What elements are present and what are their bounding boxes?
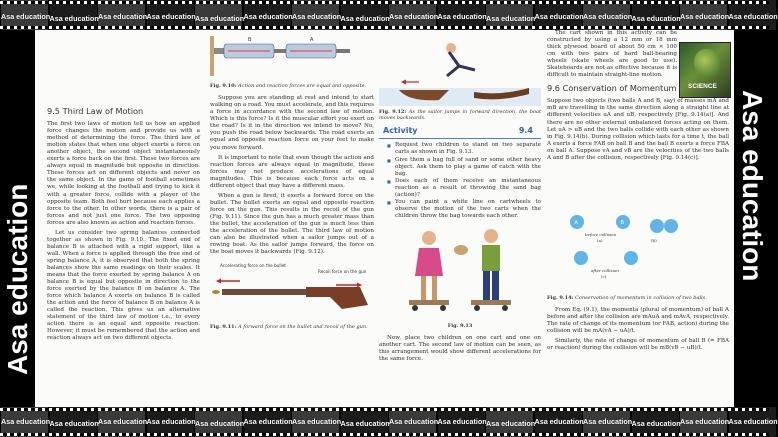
paragraph: It is important to note that even though the action and reaction forces are always equal in magnitude, these forces may not produce accelerations of equal magnitudes. This is because each force acts on a different object that may have a different mass. xyxy=(210,154,374,189)
sailor-head xyxy=(446,43,456,53)
watermark-label: Asa education xyxy=(98,417,148,426)
bullet xyxy=(212,290,220,294)
label-b: (b) xyxy=(651,238,657,243)
watermark-label: Asa education xyxy=(195,419,245,428)
fig-number: Fig. 9.11: xyxy=(210,324,237,331)
activity-title: Activity xyxy=(383,126,418,136)
watermark-label: Asa education xyxy=(146,417,196,426)
fig-9-11-caption xyxy=(210,324,374,330)
wheel xyxy=(474,305,480,311)
watermark-label: Asa education xyxy=(389,12,439,21)
film-strip xyxy=(0,26,769,29)
sand-bag xyxy=(454,245,468,255)
paragraph: Suppose you are standing at rest and intend to start walking on a road. You must accelerate, and this requires a force in accordance with the second law of motion. Which is this force? Is it the muscular effort you exert on the road? Is it in the direction we intend to move? No, you push the road below backwards. The road exerts an equal and opposite reaction force on your feet to make you move forward. xyxy=(210,95,374,151)
activity-item: ■ Give them a bag full of sand or some other heavy object. Ask them to play a game of catch with the bag. xyxy=(387,157,541,178)
girl-dress xyxy=(415,248,443,276)
label-before: before collision xyxy=(585,232,617,237)
paragraph: When a gun is fired, it exerts a forward force on the bullet. The bullet exerts an equal and opposite reaction force on the gun. This results in the recoil of the gun (Fig. 9.11). Since the gun has a much greater mass than the bullet, the acceleration of the gun is much less than the acceleration of the bullet. The third law of motion can also be illustrated when a sailor jumps out of a rowing boat. As the sailor jumps forward, the force on the boat moves it backwards (Fig. 9.12). xyxy=(210,192,374,256)
boy-leg xyxy=(483,271,490,300)
sailor-body xyxy=(449,52,475,70)
arrowhead xyxy=(216,279,221,284)
activity-item: ■ Does each of them receive an instantaneous reaction as a result of throwing the sand bag (action)? xyxy=(387,178,541,199)
watermark-label: Asa education xyxy=(49,419,99,428)
girl-leg xyxy=(432,276,437,300)
film-strip xyxy=(0,433,769,436)
connector xyxy=(274,49,286,53)
paragraph: The cart shown in this activity can be constructed by using a 12 mm or 18 mm thick plywood board of about 50 cm × 100 cm with two pairs of hard ball-bearing wheels (skate wheels are good to use). Skateboards are not as effective because it is difficult to maintain straight-line motion. xyxy=(547,30,677,79)
film-strip xyxy=(0,1,769,4)
ball-b-label: B xyxy=(620,220,624,226)
watermark-label: Asa education xyxy=(680,417,730,426)
right-watermark-text: Asa education xyxy=(737,90,768,282)
label-a: (a) xyxy=(597,238,603,243)
fig-9-13-caption xyxy=(379,323,541,329)
film-strip xyxy=(0,408,769,411)
activity-box xyxy=(379,127,541,220)
fig-9-11-gun-recoil xyxy=(210,259,374,321)
fig-9-12-caption xyxy=(379,109,541,121)
column-3 xyxy=(379,30,541,407)
boy-shirt xyxy=(482,245,500,271)
gun-barrel xyxy=(222,289,310,295)
watermark-label: Asa education xyxy=(486,419,536,428)
wheel xyxy=(502,305,508,311)
top-watermark-band xyxy=(0,0,778,30)
girl-leg xyxy=(421,276,426,300)
wall xyxy=(210,36,214,76)
fig-number: Fig. 9.14: xyxy=(547,295,574,301)
caption-text: As the sailor jumps in forward direction, the boat moves backwards. xyxy=(379,109,541,122)
watermark-label: Asa education xyxy=(146,12,196,21)
cover-title: SCIENCE xyxy=(688,83,717,90)
paragraph: Now, place two children on one cart and one on another cart. The second law of motion can be seen, as this arrangement would show different accelerations for the same force. xyxy=(379,335,541,363)
fig-number: Fig. 9.10: xyxy=(210,83,237,89)
watermark-label: Asa education xyxy=(437,12,487,21)
science-book-cover xyxy=(679,42,731,98)
watermark-label: Asa education xyxy=(728,417,778,426)
cart-right xyxy=(471,300,511,305)
watermark-label: Asa education xyxy=(1,417,51,426)
label-a: A xyxy=(310,37,314,43)
fig-9-14-ball-collision xyxy=(547,212,729,292)
watermark-label: Asa education xyxy=(1,12,51,21)
caption-text: Conservation of momentum in collision of two balls. xyxy=(575,295,707,301)
ball-a-label: A xyxy=(574,220,578,226)
paragraph: From Eq. (9.1), the momenta (plural of momentum) of ball A before and after the collision are mAuA and mAvA, respectively. The rate of change of its momentum (or FAB, action) during the collision will be mA(vA − uA)/t. xyxy=(547,307,729,335)
watermark-label: Asa education xyxy=(389,417,439,426)
caption-text: A forward force on the bullet and recoil of the gun. xyxy=(238,324,368,331)
column-2 xyxy=(210,30,374,407)
watermark-label: Asa education xyxy=(534,12,584,21)
textbook-page xyxy=(35,30,734,407)
activity-list xyxy=(379,139,541,220)
watermark-label: Asa education xyxy=(243,12,293,21)
paragraph: Let us consider two spring balances connected together as shown in Fig. 9.10. The fixed end of balance B is attached with a rigid support, like a wall. When a force is applied through the free end of spring balance A, it is observed that both the spring balances show the same readings on their scales. It means that the force exerted by spring balance A on balance B is equal but opposite in direction to the force exerted by the balance B on balance A. The force which balance A exerts on balance B is called the action and the force of balance B on balance A is called the reaction. This gives us an alternative statement of the third law of motion i.e., to every action there is an equal and opposite reaction. However, it must be remembered that the action and reaction always act on two different objects. xyxy=(47,229,200,342)
fig-9-10-caption xyxy=(210,83,374,89)
watermark-label: Asa education xyxy=(292,12,342,21)
fig-9-12-sailor-boat xyxy=(379,30,541,106)
watermark-label: Asa education xyxy=(583,417,633,426)
section-heading-conservation: 9.6 Conservation of Momentum xyxy=(547,83,677,94)
boy-head xyxy=(484,229,498,243)
girl-head xyxy=(422,231,436,245)
section-heading-third-law: 9.5 Third Law of Motion xyxy=(47,106,144,116)
ball-b xyxy=(664,219,678,233)
paragraph: The first two laws of motion tell us how an applied force changes the motion and provide us with a method of determining the force. The third law of motion states that when one object exerts a force on another object, the second object instantaneously exerts a force back on the first. These two forces are always equal in magnitude but opposite in direction. These forces act on different objects and never on the same object. In the game of football sometimes we, while looking at the football and trying to kick it with a greater force, collide with a player of the opposite team. Both feel hurt because each applies a force to the other. In other words, there is a pair of forces and not just one force. The two opposing forces are also known as action and reaction forces. xyxy=(47,121,200,226)
hook xyxy=(214,48,224,54)
right-watermark-bar xyxy=(734,30,769,407)
ball-b xyxy=(624,251,638,265)
sailor-leg xyxy=(447,66,459,76)
label-bullet-force: Accelerating force on the bullet xyxy=(220,263,286,269)
watermark-label: Asa education xyxy=(195,14,245,23)
column-4-lower xyxy=(547,212,729,407)
watermark-label: Asa education xyxy=(534,417,584,426)
cart-left xyxy=(409,300,449,305)
activity-item: ■ You can paint a white line on cartwheels to observe the motion of the two carts when the children throw the bag towards each other. xyxy=(387,199,541,220)
label-after: after collision xyxy=(591,268,619,273)
gun-stock xyxy=(306,287,368,309)
watermark-label: Asa education xyxy=(292,417,342,426)
watermark-label: Asa education xyxy=(98,12,148,21)
label-c: (c) xyxy=(601,274,607,279)
fig-9-10-spring-balances xyxy=(210,30,374,80)
wheel xyxy=(440,305,446,311)
column-1 xyxy=(47,30,200,407)
watermark-label: Asa education xyxy=(340,419,390,428)
watermark-label: Asa education xyxy=(680,12,730,21)
fig-number: Fig. 9.12: xyxy=(379,109,407,115)
left-watermark-bar xyxy=(0,30,35,407)
ball-a xyxy=(574,251,588,265)
activity-number: 9.4 xyxy=(518,126,533,136)
fig-9-13-children-carts xyxy=(379,220,541,320)
arrowhead xyxy=(357,283,362,288)
leaf-icon xyxy=(694,49,720,77)
watermark-label: Asa education xyxy=(728,12,778,21)
watermark-label: Asa education xyxy=(340,14,390,23)
bottom-watermark-band xyxy=(0,407,778,437)
watermark-label: Asa education xyxy=(486,14,536,23)
wheel xyxy=(412,305,418,311)
paragraph: Similarly, the rate of change of momentum of ball B (= FBA or reaction) during the collision will be mB(vB − uB)/t. xyxy=(547,338,729,352)
watermark-label: Asa education xyxy=(631,419,681,428)
ball-a xyxy=(650,219,664,233)
paragraph: Suppose two objects (two balls A and B, say) of masses mA and mB are travelling in the same direction along a straight line at different velocities uA and uB, respectively [Fig. 9.14(a)]. And there are no other external unbalanced forces acting on them. Let uA > uB and the two balls collide with each other as shown in Fig. 9.14(b). During collision which lasts for a time t, the ball A exerts a force FAB on ball B and the ball B exerts a force FBA on ball A. Suppose vA and vB are the velocities of the two balls A and B after the collision, respectively [Fig. 9.14(c)]. xyxy=(547,98,729,161)
boy-leg xyxy=(492,271,499,300)
watermark-label: Asa education xyxy=(437,417,487,426)
label-recoil-force: Recoil force on the gun xyxy=(318,269,367,275)
caption-text: Action and reaction forces are equal and opposite. xyxy=(238,83,367,89)
watermark-label: Asa education xyxy=(631,14,681,23)
activity-item: ■ Request two children to stand on two separate carts as shown in Fig. 9.13. xyxy=(387,142,541,156)
watermark-label: Asa education xyxy=(583,12,633,21)
label-b: B xyxy=(248,37,252,43)
fig-number: Fig. 9.13 xyxy=(447,322,473,329)
arrowhead xyxy=(401,80,406,85)
watermark-label: Asa education xyxy=(243,417,293,426)
activity-header xyxy=(379,127,541,139)
left-watermark-text: Asa education xyxy=(2,183,33,375)
fig-9-14-caption xyxy=(547,295,729,301)
pull-rod xyxy=(336,49,350,53)
watermark-label: Asa education xyxy=(49,14,99,23)
